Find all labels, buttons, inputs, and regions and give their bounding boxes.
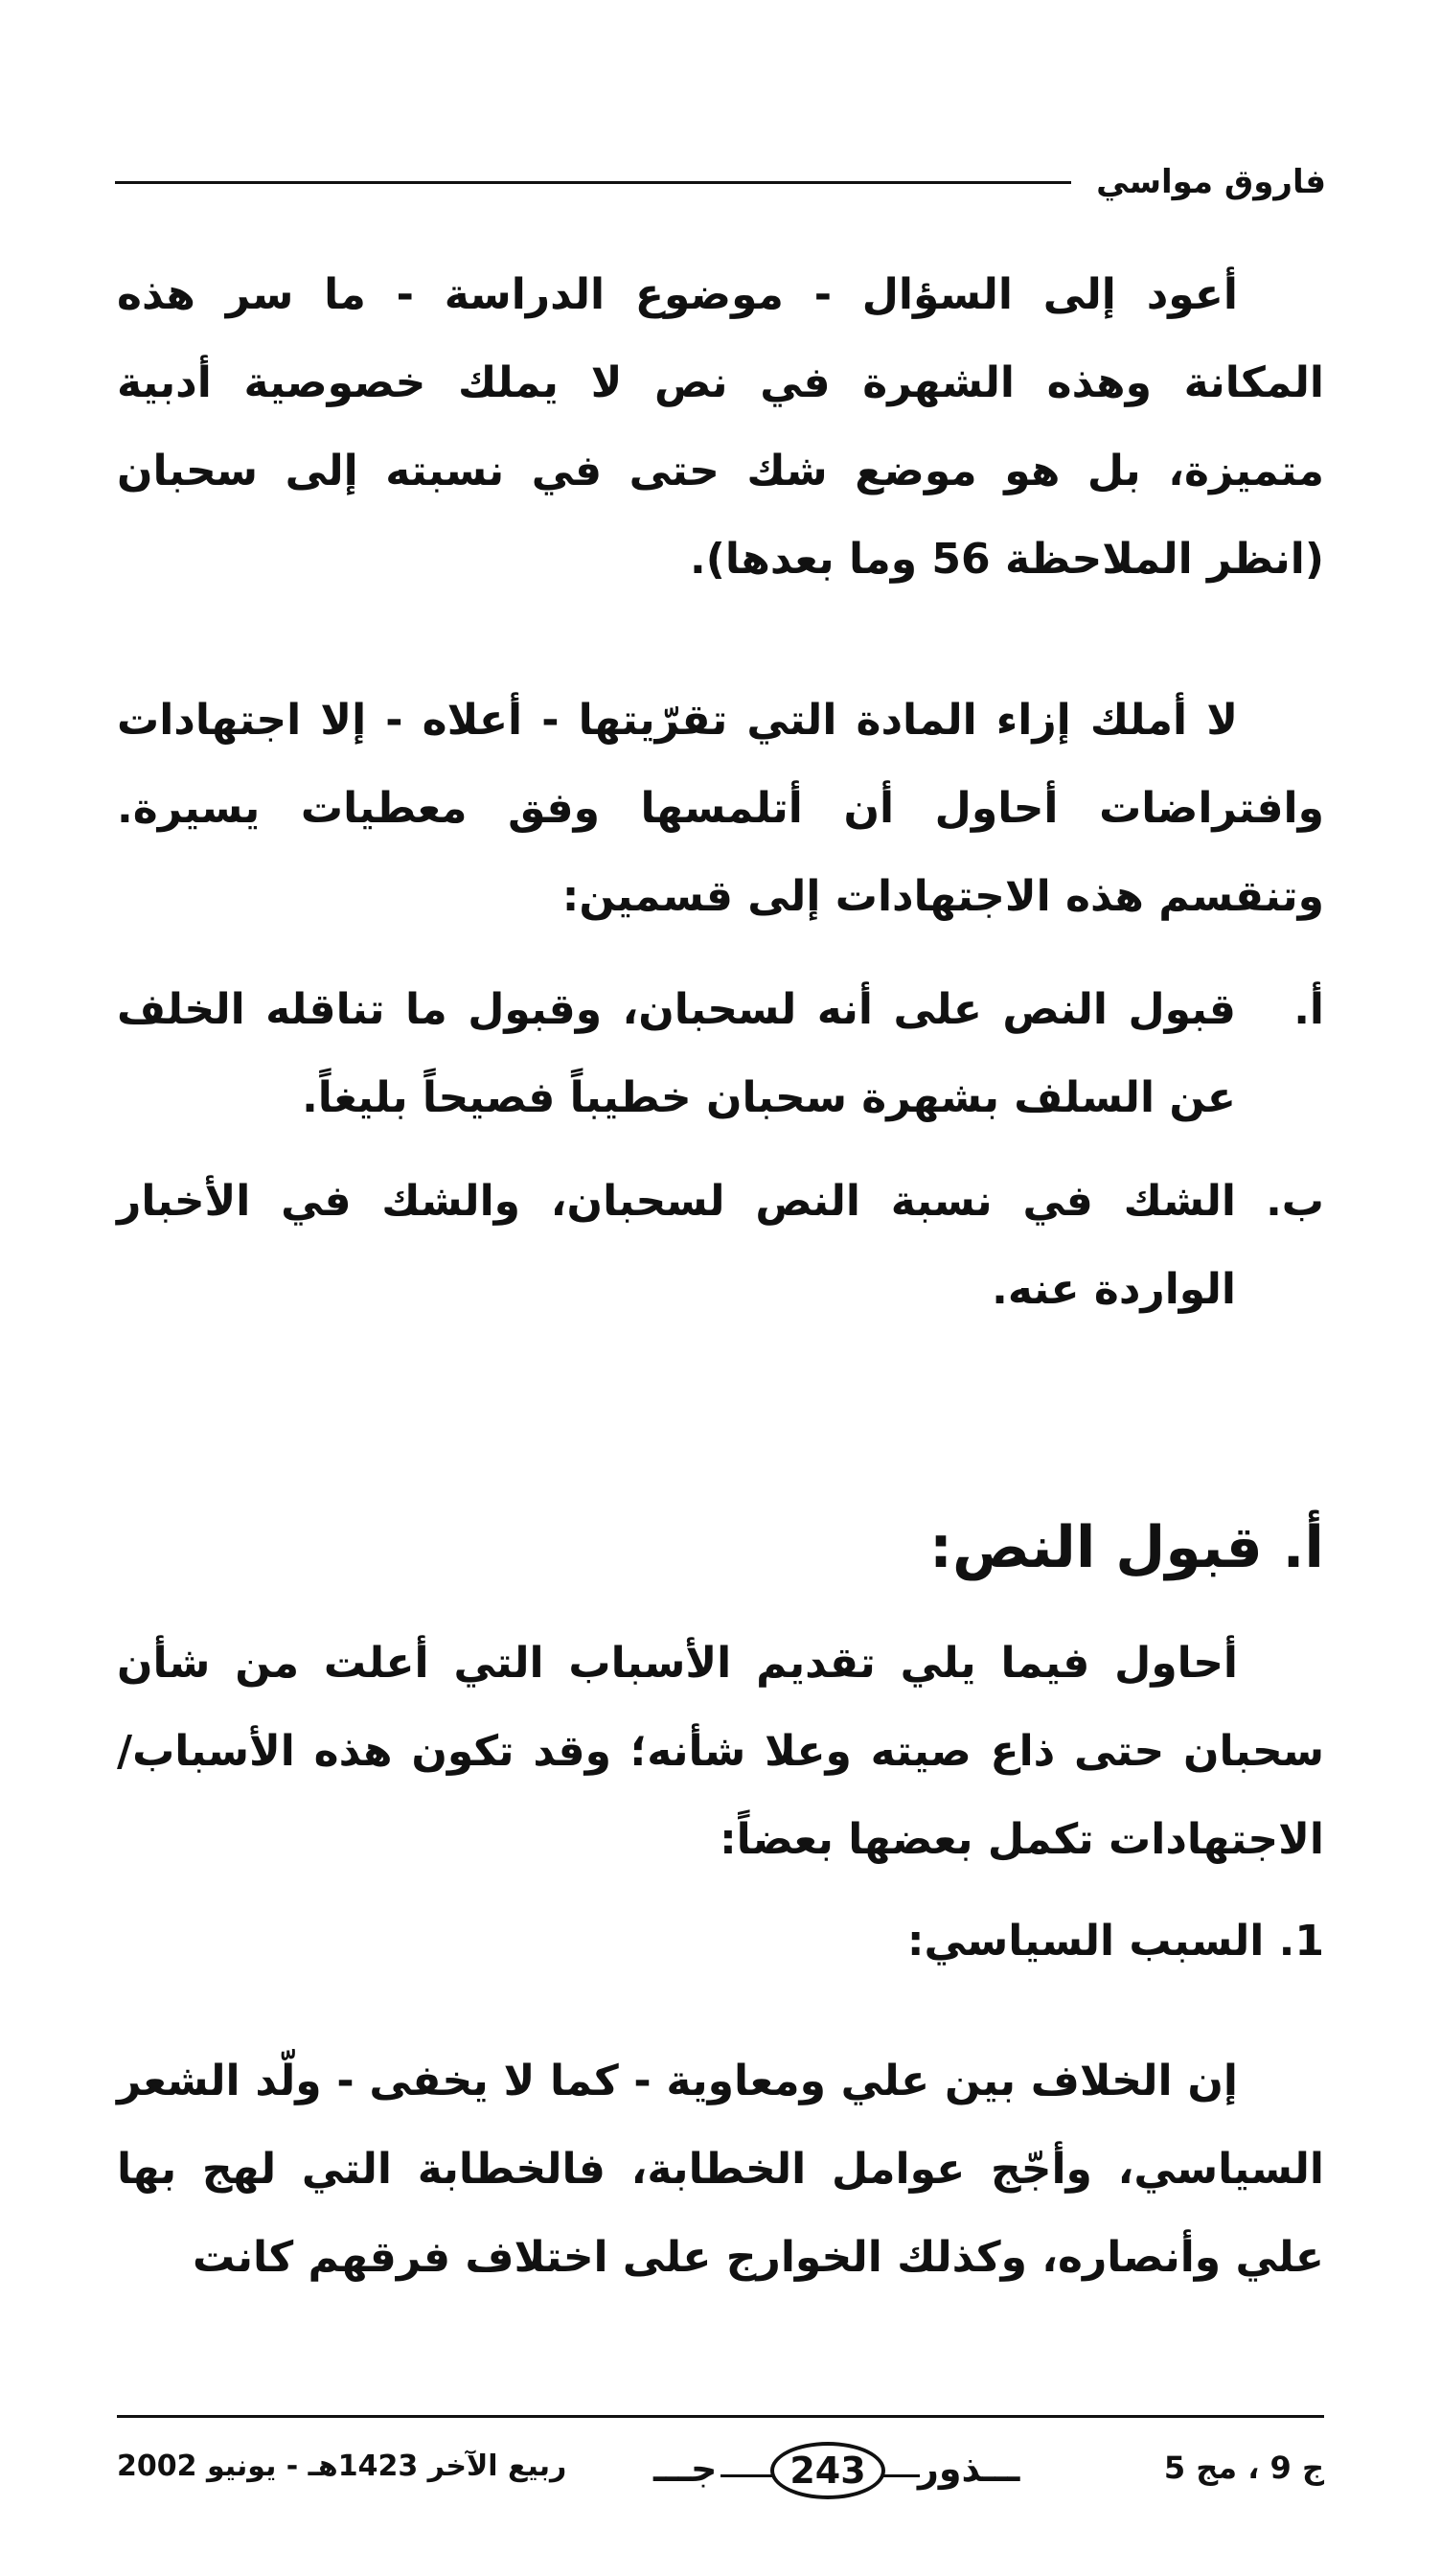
logo-line-left xyxy=(720,2474,774,2477)
volume-info: ج 9 ، مج 5 xyxy=(1163,2450,1324,2486)
logo-line-right xyxy=(881,2474,920,2477)
section-heading: أ. قبول النص: xyxy=(928,1514,1324,1581)
header-rule xyxy=(115,181,1071,184)
list-item xyxy=(117,1158,1324,1334)
list-marker: ب. xyxy=(1266,1177,1324,1226)
author-name: فاروق مواسي xyxy=(1096,163,1326,201)
paragraph-1-block xyxy=(117,251,1324,604)
list-item-text: قبول النص على أنه لسحبان، وقبول ما تناقله الخلف عن السلف بشهرة سحبان خطيباً فصيحاً بليغاً. xyxy=(117,985,1236,1122)
paragraph-3: أحاول فيما يلي تقديم الأسباب التي أعلت من شأن سحبان حتى ذاع صيته وعلا شأنه؛ وقد تكون هذه الأسباب/ الاجتهادات تكمل بعضها بعضاً: xyxy=(117,1639,1324,1864)
running-header xyxy=(115,153,1326,211)
subsection-heading: 1. السبب السياسي: xyxy=(906,1917,1324,1966)
paragraph-2: لا أملك إزاء المادة التي تقرّيتها - أعلاه - إلا اجتهادات وافتراضات أحاول أن أتلمسها وفق معطيات يسيرة. وتنقسم هذه الاجتهادات إلى قسمين: xyxy=(117,696,1324,921)
page-footer xyxy=(117,2434,1324,2520)
page-number: 243 xyxy=(770,2442,885,2499)
issue-date: ربيع الآخر 1423هـ - يونيو 2002 xyxy=(117,2450,567,2483)
list-item xyxy=(117,966,1324,1142)
logo-text-end: ـــذور xyxy=(918,2448,1020,2490)
paragraph-4-block xyxy=(117,2037,1324,2302)
logo-text-start: جـــ xyxy=(653,2448,718,2490)
paragraph-1: أعود إلى السؤال - موضوع الدراسة - ما سر هذه المكانة وهذه الشهرة في نص لا يملك خصوصية أدبية متميزة، بل هو موضع شك حتى في نسبته إلى سحبان (انظر الملاحظة 56 وما بعدها). xyxy=(117,270,1324,584)
paragraph-4: إن الخلاف بين علي ومعاوية - كما لا يخفى - ولّد الشعر السياسي، وأجّج عوامل الخطابة، فالخطابة التي لهج بها علي وأنصاره، وكذلك الخوارج على اختلاف فرقهم كانت xyxy=(117,2057,1324,2282)
list-marker: أ. xyxy=(1293,985,1324,1034)
footer-rule xyxy=(117,2415,1324,2418)
journal-logo xyxy=(653,2436,1020,2513)
list-item-text: الشك في نسبة النص لسحبان، والشك في الأخبار الواردة عنه. xyxy=(117,1177,1236,1314)
paragraph-2-block xyxy=(117,677,1324,941)
paragraph-3-block xyxy=(117,1620,1324,1884)
division-list xyxy=(117,966,1324,1334)
